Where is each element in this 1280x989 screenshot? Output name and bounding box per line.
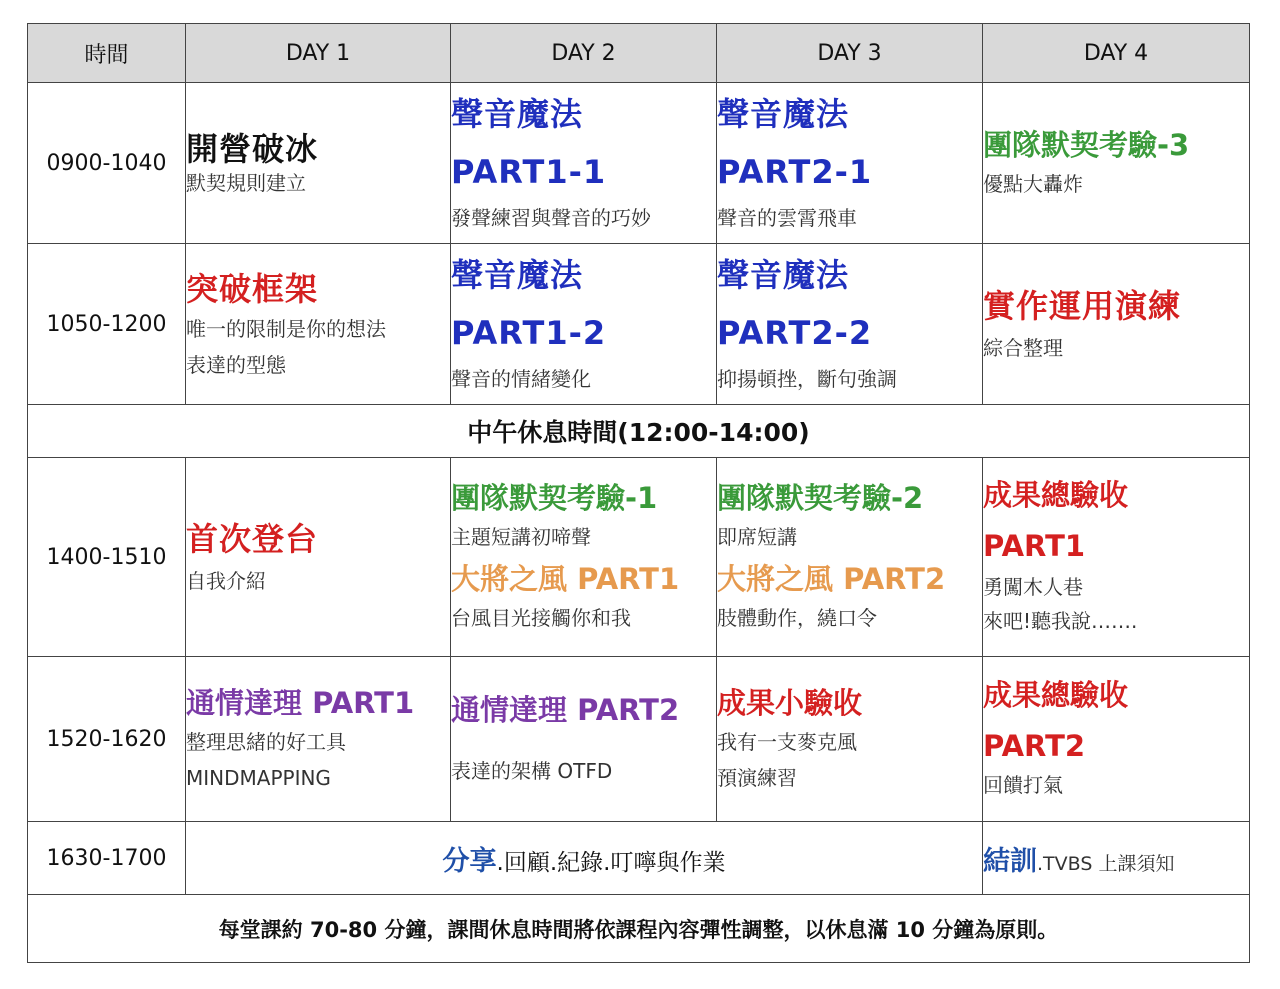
session-subtitle: 肢體動作，繞口令 bbox=[717, 606, 877, 630]
session-cell bbox=[451, 83, 717, 244]
session-subtitle: 即席短講 bbox=[717, 525, 797, 549]
session-part: PART1-2 bbox=[451, 314, 607, 352]
session-title: 聲音魔法 bbox=[717, 256, 850, 294]
wrapup-text: .回顧.紀錄.叮嚀與作業 bbox=[496, 849, 726, 876]
session-subtitle: MINDMAPPING bbox=[186, 765, 331, 790]
table-row bbox=[28, 822, 1250, 895]
closing-cell bbox=[983, 822, 1250, 895]
session-cell bbox=[451, 244, 717, 405]
session-title: 通情達理 PART2 bbox=[451, 692, 680, 727]
session-part: PART1 bbox=[983, 529, 1086, 563]
table-row bbox=[28, 458, 1250, 657]
session-subtitle: 表達的架構 OTFD bbox=[451, 758, 613, 783]
session-cell bbox=[186, 458, 451, 657]
session-title: 突破框架 bbox=[186, 270, 319, 308]
session-subtitle: 自我介紹 bbox=[186, 569, 266, 593]
closing-text: .TVBS 上課須知 bbox=[1037, 852, 1175, 875]
session-title: 聲音魔法 bbox=[451, 95, 584, 133]
session-subtitle: 台風目光接觸你和我 bbox=[451, 606, 631, 630]
session-title: 團隊默契考驗-1 bbox=[451, 481, 658, 515]
session-part: PART2-2 bbox=[717, 314, 873, 352]
session-title: 聲音魔法 bbox=[717, 95, 850, 133]
header-day2: DAY 2 bbox=[451, 24, 717, 83]
wrapup-cell bbox=[186, 822, 983, 895]
session-title: 成果總驗收 bbox=[983, 678, 1129, 712]
session-title: 成果總驗收 bbox=[983, 478, 1129, 512]
header-day4: DAY 4 bbox=[983, 24, 1250, 83]
header-time: 時間 bbox=[28, 24, 186, 83]
wrapup-highlight: 分享 bbox=[442, 845, 497, 877]
session-subtitle: 聲音的情緒變化 bbox=[451, 367, 591, 391]
session-subtitle: 發聲練習與聲音的巧妙 bbox=[451, 206, 651, 230]
table-row bbox=[28, 83, 1250, 244]
time-slot: 1520-1620 bbox=[28, 657, 186, 822]
session-cell bbox=[717, 657, 983, 822]
session-subtitle: 綜合整理 bbox=[983, 336, 1063, 360]
session-subtitle: 主題短講初啼聲 bbox=[451, 525, 591, 549]
time-slot: 1630-1700 bbox=[28, 822, 186, 895]
session-cell bbox=[717, 458, 983, 657]
session-part: 大將之風 PART1 bbox=[451, 562, 680, 596]
table-row bbox=[28, 657, 1250, 822]
table-row bbox=[28, 244, 1250, 405]
session-subtitle: 聲音的雲霄飛車 bbox=[717, 206, 857, 230]
session-cell bbox=[717, 83, 983, 244]
session-subtitle: 抑揚頓挫，斷句強調 bbox=[717, 367, 897, 391]
session-title: 聲音魔法 bbox=[451, 256, 584, 294]
session-cell bbox=[717, 244, 983, 405]
session-title: 團隊默契考驗-3 bbox=[983, 127, 1190, 162]
session-subtitle: 預演練習 bbox=[717, 765, 797, 790]
header-day1: DAY 1 bbox=[186, 24, 451, 83]
session-title: 開營破冰 bbox=[186, 130, 319, 168]
session-cell bbox=[186, 657, 451, 822]
session-subtitle: 表達的型態 bbox=[186, 353, 286, 377]
closing-highlight: 結訓 bbox=[983, 845, 1037, 877]
session-subtitle: 唯一的限制是你的想法 bbox=[186, 317, 386, 341]
session-cell bbox=[983, 244, 1250, 405]
session-subtitle: 優點大轟炸 bbox=[983, 171, 1083, 196]
session-subtitle: 整理思緒的好工具 bbox=[186, 729, 346, 754]
time-slot: 1400-1510 bbox=[28, 458, 186, 657]
session-cell bbox=[983, 83, 1250, 244]
time-slot: 1050-1200 bbox=[28, 244, 186, 405]
session-part: PART2 bbox=[983, 729, 1086, 763]
session-title: 通情達理 PART1 bbox=[186, 685, 415, 720]
session-subtitle: 來吧!聽我說……. bbox=[983, 609, 1138, 633]
footer-row bbox=[28, 895, 1250, 963]
footer-note: 每堂課約 70-80 分鐘，課間休息時間將依課程內容彈性調整，以休息滿 10 分鐘為原則。 bbox=[28, 895, 1250, 963]
session-cell bbox=[186, 83, 451, 244]
time-slot: 0900-1040 bbox=[28, 83, 186, 244]
session-part: PART1-1 bbox=[451, 153, 607, 191]
session-part: PART2-1 bbox=[717, 153, 873, 191]
session-part: 大將之風 PART2 bbox=[717, 562, 946, 596]
session-title: 實作運用演練 bbox=[983, 287, 1182, 325]
session-subtitle: 默契規則建立 bbox=[186, 171, 306, 195]
session-title: 團隊默契考驗-2 bbox=[717, 481, 924, 515]
session-subtitle: 我有一支麥克風 bbox=[717, 729, 857, 754]
header-row bbox=[28, 24, 1250, 83]
lunch-row bbox=[28, 405, 1250, 458]
session-subtitle: 勇闖木人巷 bbox=[983, 575, 1083, 599]
session-title: 成果小驗收 bbox=[717, 685, 863, 720]
course-schedule-table bbox=[27, 23, 1250, 963]
session-cell bbox=[451, 657, 717, 822]
session-cell bbox=[186, 244, 451, 405]
session-cell bbox=[451, 458, 717, 657]
lunch-break-label: 中午休息時間(12:00-14:00) bbox=[28, 405, 1250, 458]
session-subtitle: 回饋打氣 bbox=[983, 773, 1063, 797]
session-cell bbox=[983, 458, 1250, 657]
session-title: 首次登台 bbox=[186, 520, 319, 558]
header-day3: DAY 3 bbox=[717, 24, 983, 83]
session-cell bbox=[983, 657, 1250, 822]
